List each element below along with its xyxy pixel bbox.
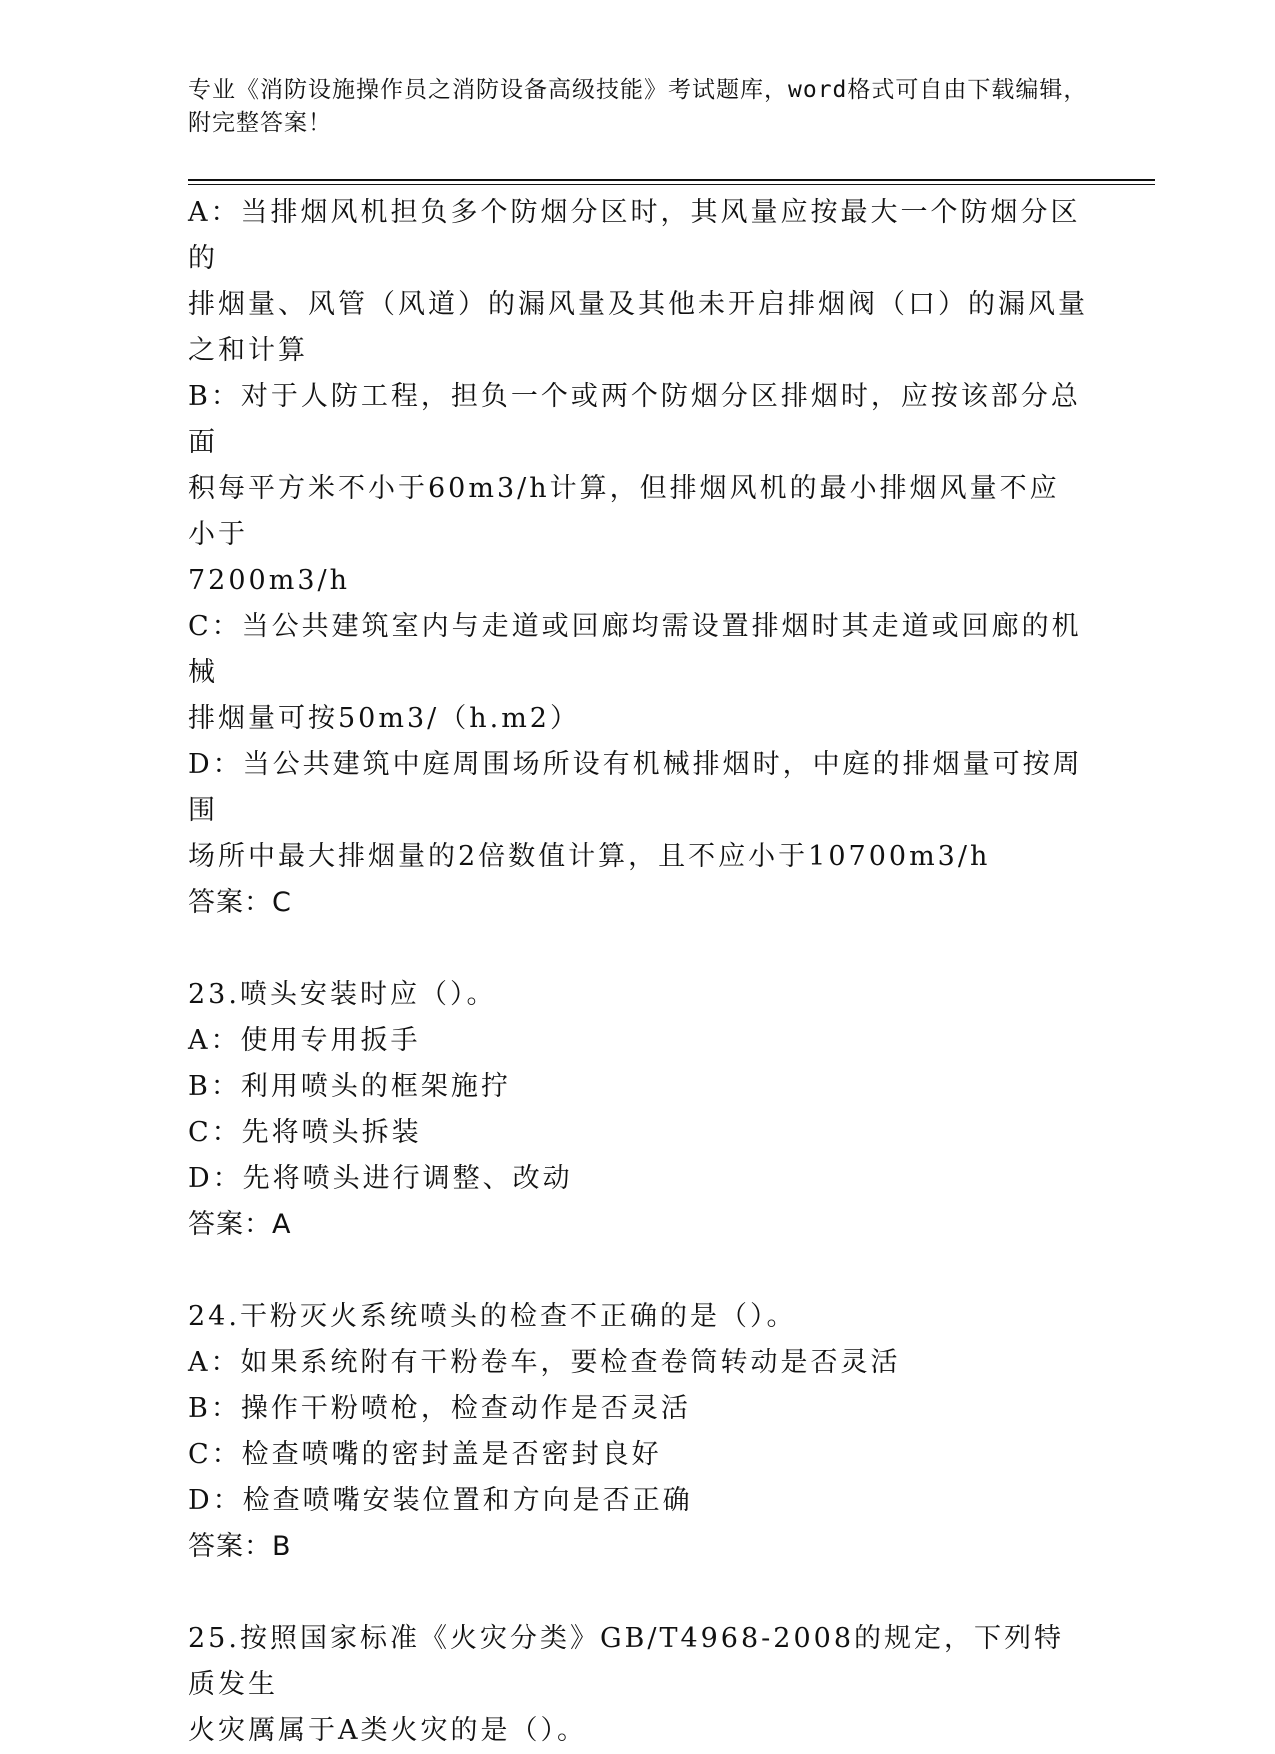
option-b: B：利用喷头的框架施拧 (188, 1071, 511, 1102)
question-content (188, 190, 1088, 1754)
document-header: 专业《消防设施操作员之消防设备高级技能》考试题库，word格式可自由下载编辑，附完整答案！ (188, 77, 1088, 136)
option-d: D：先将喷头进行调整、改动 (188, 1163, 573, 1194)
option-d-line-1: D：当公共建筑中庭周围场所设有机械排烟时，中庭的排烟量可按周围 (188, 749, 1083, 826)
option-c-line-1: C：当公共建筑室内与走道或回廊均需设置排烟时其走道或回廊的机械 (188, 611, 1082, 688)
option-c: C：检查喷嘴的密封盖是否密封良好 (188, 1439, 662, 1470)
question-22-options (188, 190, 1088, 926)
spacer (188, 1248, 1088, 1294)
option-b-line-1: B：对于人防工程，担负一个或两个防烟分区排烟时，应按该部分总面 (188, 381, 1081, 458)
answer-24: 答案：B (188, 1531, 292, 1562)
option-a: A：如果系统附有干粉卷车，要检查卷筒转动是否灵活 (188, 1347, 901, 1378)
option-b-line-3: 7200m3/h (188, 565, 350, 596)
option-c-line-2: 排烟量可按50m3/（h.m2） (188, 703, 580, 734)
option-a-line-3: 之和计算 (188, 335, 308, 366)
spacer (188, 1570, 1088, 1616)
header-divider-thick (188, 179, 1155, 181)
header-divider-thin (188, 184, 1155, 185)
option-b-line-2: 积每平方米不小于60m3/h计算，但排烟风机的最小排烟风量不应小于 (188, 473, 1060, 550)
option-c: C：先将喷头拆装 (188, 1117, 422, 1148)
option-a: A：使用专用扳手 (188, 1025, 421, 1056)
spacer (188, 926, 1088, 972)
answer-23: 答案：A (188, 1209, 292, 1240)
question-24-text: 24.干粉灭火系统喷头的检查不正确的是（）。 (188, 1301, 797, 1332)
option-a-line-2: 排烟量、风管（风道）的漏风量及其他未开启排烟阀（口）的漏风量 (188, 289, 1088, 320)
question-25-text-line-2: 火灾厲属于A类火灾的是（）。 (188, 1715, 587, 1746)
question-24 (188, 1294, 1088, 1570)
answer-22: 答案：C (188, 887, 292, 918)
option-a-line-1: A：当排烟风机担负多个防烟分区时，其风量应按最大一个防烟分区的 (188, 197, 1081, 274)
question-23-text: 23.喷头安装时应（）。 (188, 979, 497, 1010)
option-d-line-2: 场所中最大排烟量的2倍数值计算，且不应小于10700m3/h (188, 841, 991, 872)
option-d: D：检查喷嘴安装位置和方向是否正确 (188, 1485, 693, 1516)
question-25-text-line-1: 25.按照国家标准《火灾分类》GB/T4968-2008的规定，下列特质发生 (188, 1623, 1065, 1700)
option-b: B：操作干粉喷枪，检查动作是否灵活 (188, 1393, 691, 1424)
question-25 (188, 1616, 1088, 1754)
question-23 (188, 972, 1088, 1248)
